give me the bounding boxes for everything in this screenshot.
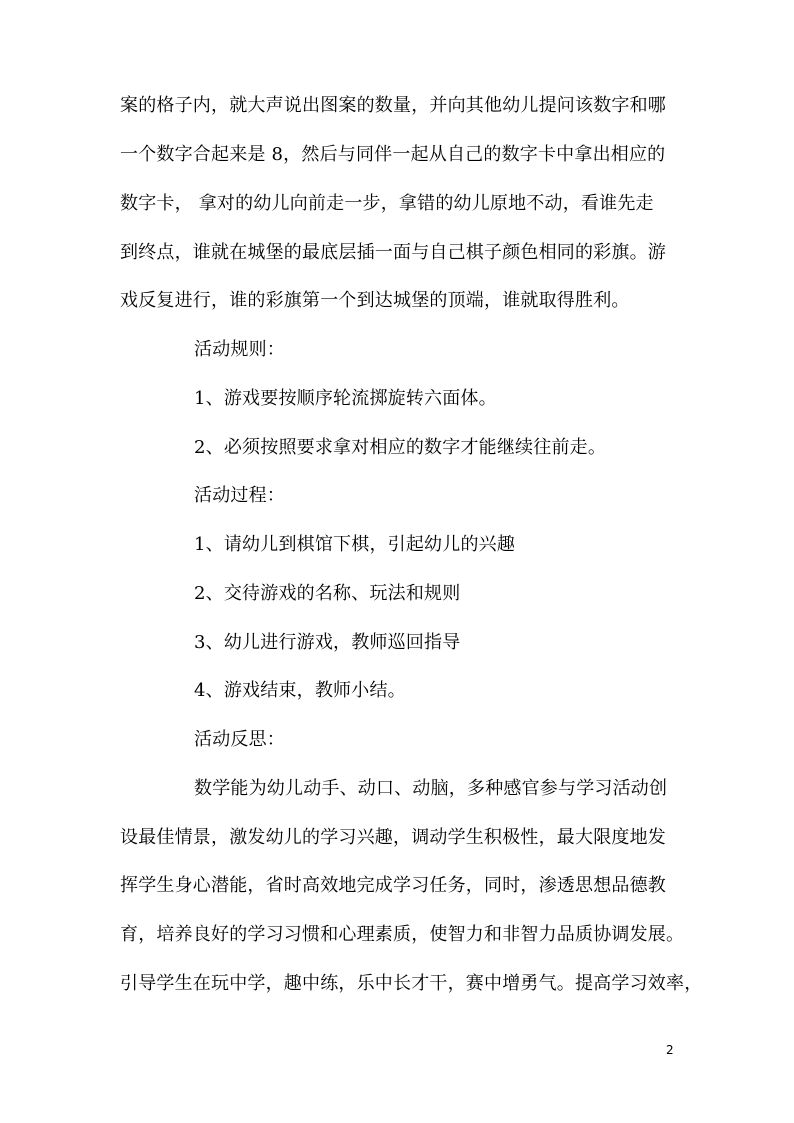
paragraph-line: 一个数字合起来是 8，然后与同伴一起从自己的数字卡中拿出相应的 — [120, 144, 666, 165]
page-number: 2 — [666, 1043, 674, 1057]
process-step: 1、请幼儿到棋馆下棋，引起幼儿的兴趣 — [194, 534, 516, 555]
process-heading: 活动过程： — [194, 485, 285, 506]
paragraph-line: 戏反复进行，谁的彩旗第一个到达城堡的顶端，谁就取得胜利。 — [120, 290, 630, 311]
process-step: 4、游戏结束，教师小结。 — [194, 680, 406, 701]
paragraph-line: 到终点，谁就在城堡的最底层插一面与自己棋子颜色相同的彩旗。游 — [120, 242, 666, 263]
paragraph-line: 数字卡， 拿对的幼儿向前走一步，拿错的幼儿原地不动，看谁先走 — [120, 193, 654, 214]
reflection-line: 数学能为幼儿动手、动口、动脑，多种感官参与学习活动创 — [194, 778, 668, 799]
rule-item: 1、游戏要按顺序轮流掷旋转六面体。 — [194, 388, 497, 409]
reflection-line: 育，培养良好的学习习惯和心理素质，使智力和非智力品质协调发展。 — [120, 924, 685, 945]
rule-item: 2、必须按照要求拿对相应的数字才能继续往前走。 — [194, 437, 607, 458]
paragraph-line: 案的格子内，就大声说出图案的数量，并向其他幼儿提问该数字和哪 — [120, 95, 666, 116]
process-step: 3、幼儿进行游戏，教师巡回指导 — [194, 632, 461, 653]
reflection-line: 引导学生在玩中学，趣中练，乐中长才干，赛中增勇气。提高学习效率， — [120, 973, 703, 994]
rules-heading: 活动规则： — [194, 339, 285, 360]
process-step: 2、交待游戏的名称、玩法和规则 — [194, 583, 461, 604]
reflection-heading: 活动反思： — [194, 729, 285, 750]
reflection-line: 设最佳情景，激发幼儿的学习兴趣，调动学生积极性，最大限度地发 — [120, 827, 666, 848]
reflection-line: 挥学生身心潜能，省时高效地完成学习任务，同时，渗透思想品德教 — [120, 875, 666, 896]
